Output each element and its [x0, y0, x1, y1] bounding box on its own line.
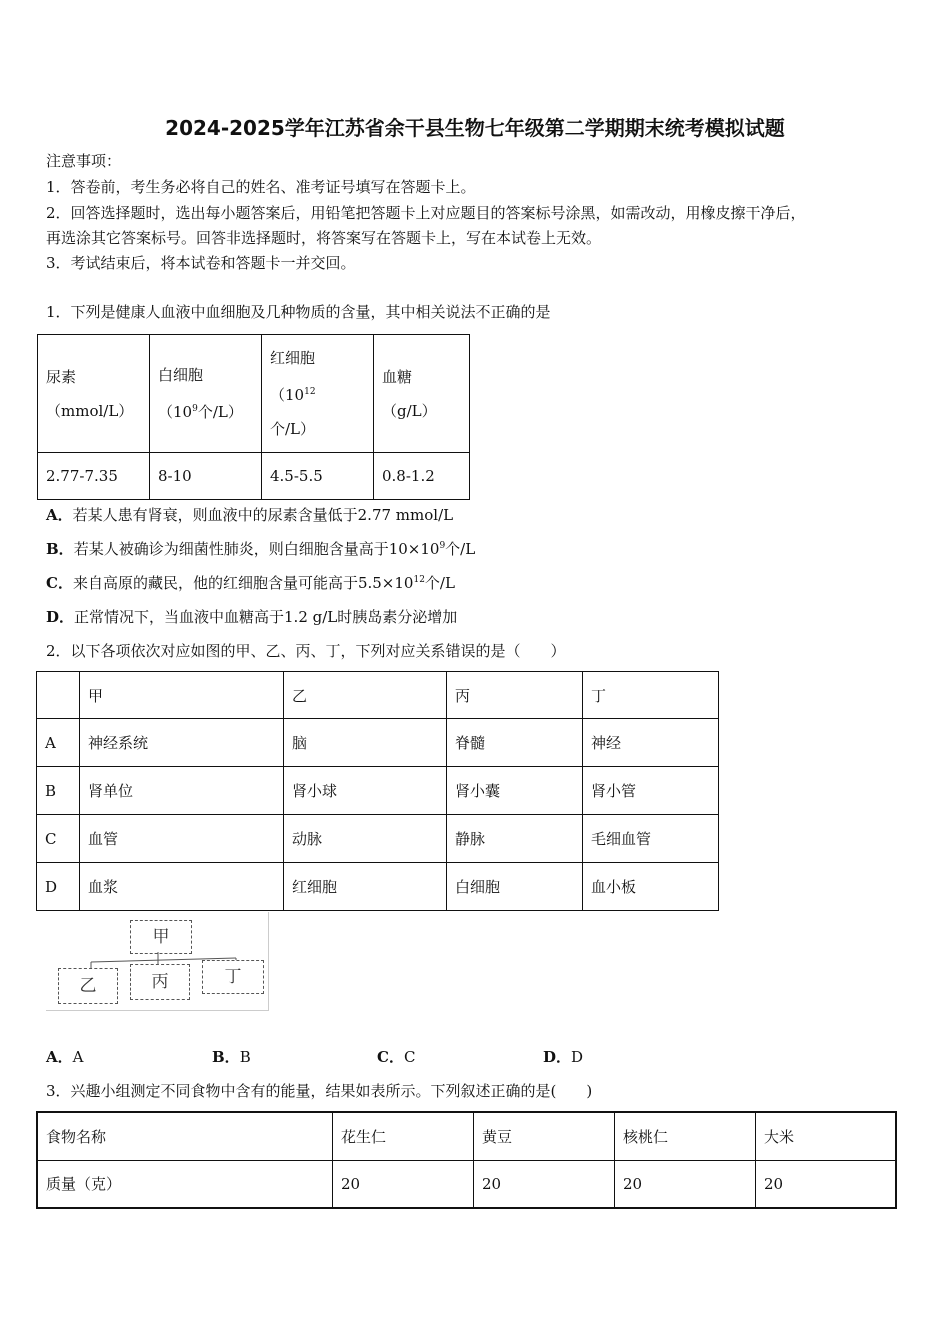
table-cell: 大米	[756, 1112, 897, 1160]
table-cell: 食物名称	[37, 1112, 333, 1160]
value-cell: 4.5-5.5	[262, 453, 374, 500]
q1-stem: 1．下列是健康人血液中血细胞及几种物质的含量，其中相关说法不正确的是	[46, 303, 551, 321]
header-cell	[37, 672, 80, 719]
q3-table	[36, 1111, 897, 1209]
table-cell: A	[37, 719, 80, 767]
note-line: 2．回答选择题时，选出每小题答案后，用铅笔把答题卡上对应题目的答案标号涂黑，如需改动，用橡皮擦干净后，	[46, 204, 806, 222]
hierarchy-diagram	[46, 912, 269, 1011]
q1-option-d: D．正常情况下，当血液中血糖高于1.2 g/L时胰岛素分泌增加	[46, 608, 458, 626]
table-cell: 血管	[80, 815, 284, 863]
table-cell: 肾单位	[80, 767, 284, 815]
q3-stem: 3．兴趣小组测定不同食物中含有的能量，结果如表所示。下列叙述正确的是( )	[46, 1082, 593, 1100]
header-cell: 甲	[80, 672, 284, 719]
table-cell: 动脉	[284, 815, 447, 863]
note-line: 1．答卷前，考生务必将自己的姓名、准考证号填写在答题卡上。	[46, 178, 476, 196]
table-cell: 神经	[583, 719, 719, 767]
header-cell: 白细胞 （$10^9$个/L）	[150, 335, 262, 453]
table-cell: 20	[756, 1160, 897, 1208]
q2-stem: 2．以下各项依次对应如图的甲、乙、丙、丁，下列对应关系错误的是（ ）	[46, 642, 566, 660]
table-row	[37, 1160, 896, 1208]
table-cell: 肾小囊	[447, 767, 583, 815]
diagram-node-ding: 丁	[202, 960, 264, 994]
table-cell: 神经系统	[80, 719, 284, 767]
table-cell: 20	[615, 1160, 756, 1208]
table-cell: 脊髓	[447, 719, 583, 767]
table-cell: 核桃仁	[615, 1112, 756, 1160]
header-cell: 丙	[447, 672, 583, 719]
table-cell: 红细胞	[284, 863, 447, 911]
header-cell: 乙	[284, 672, 447, 719]
table-cell: D	[37, 863, 80, 911]
note-line: 3．考试结束后，将本试卷和答题卡一并交回。	[46, 254, 356, 272]
table-cell: 静脉	[447, 815, 583, 863]
table-cell: 20	[333, 1160, 474, 1208]
header-cell: 血糖 （g/L）	[374, 335, 470, 453]
value-cell: 2.77-7.35	[38, 453, 150, 500]
diagram-node-jia: 甲	[130, 920, 192, 954]
q2-option-c: C．C	[377, 1048, 416, 1066]
table-row	[37, 1112, 896, 1160]
table-cell: 白细胞	[447, 863, 583, 911]
table-cell: B	[37, 767, 80, 815]
diagram-node-bing: 丙	[130, 964, 190, 1000]
table-row	[37, 863, 719, 911]
header-cell: 尿素 （mmol/L）	[38, 335, 150, 453]
table-cell: 肾小球	[284, 767, 447, 815]
q1-option-b: B．若某人被确诊为细菌性肺炎，则白细胞含量高于$10\times 10^9$个/L	[46, 540, 476, 558]
header-cell: 红细胞 （$10^{12}$ 个/L）	[262, 335, 374, 453]
table-cell: 毛细血管	[583, 815, 719, 863]
value-cell: 0.8-1.2	[374, 453, 470, 500]
table-row	[37, 719, 719, 767]
table-row	[37, 767, 719, 815]
q2-option-a: A．A	[46, 1048, 84, 1066]
value-cell: 8-10	[150, 453, 262, 500]
q2-option-b: B．B	[212, 1048, 251, 1066]
table-cell: 肾小管	[583, 767, 719, 815]
table-cell: 血浆	[80, 863, 284, 911]
q2-table	[36, 671, 719, 911]
table-cell: C	[37, 815, 80, 863]
page-title: 2024-2025学年江苏省余干县生物七年级第二学期期末统考模拟试题	[165, 116, 785, 140]
q1-table	[37, 334, 470, 500]
notes-heading: 注意事项：	[46, 152, 122, 170]
q2-option-d: D．D	[543, 1048, 584, 1066]
table-cell: 黄豆	[474, 1112, 615, 1160]
diagram-node-yi: 乙	[58, 968, 118, 1004]
header-cell: 丁	[583, 672, 719, 719]
table-row	[37, 815, 719, 863]
table-cell: 脑	[284, 719, 447, 767]
table-cell: 20	[474, 1160, 615, 1208]
note-line: 再选涂其它答案标号。回答非选择题时，将答案写在答题卡上，写在本试卷上无效。	[46, 229, 602, 247]
table-cell: 花生仁	[333, 1112, 474, 1160]
table-cell: 质量（克）	[37, 1160, 333, 1208]
q1-option-a: A．若某人患有肾衰，则血液中的尿素含量低于2.77 mmol/L	[46, 506, 454, 524]
q1-option-c: C．来自高原的藏民，他的红细胞含量可能高于$5.5\times 10^{12}$个/L	[46, 574, 455, 592]
table-cell: 血小板	[583, 863, 719, 911]
